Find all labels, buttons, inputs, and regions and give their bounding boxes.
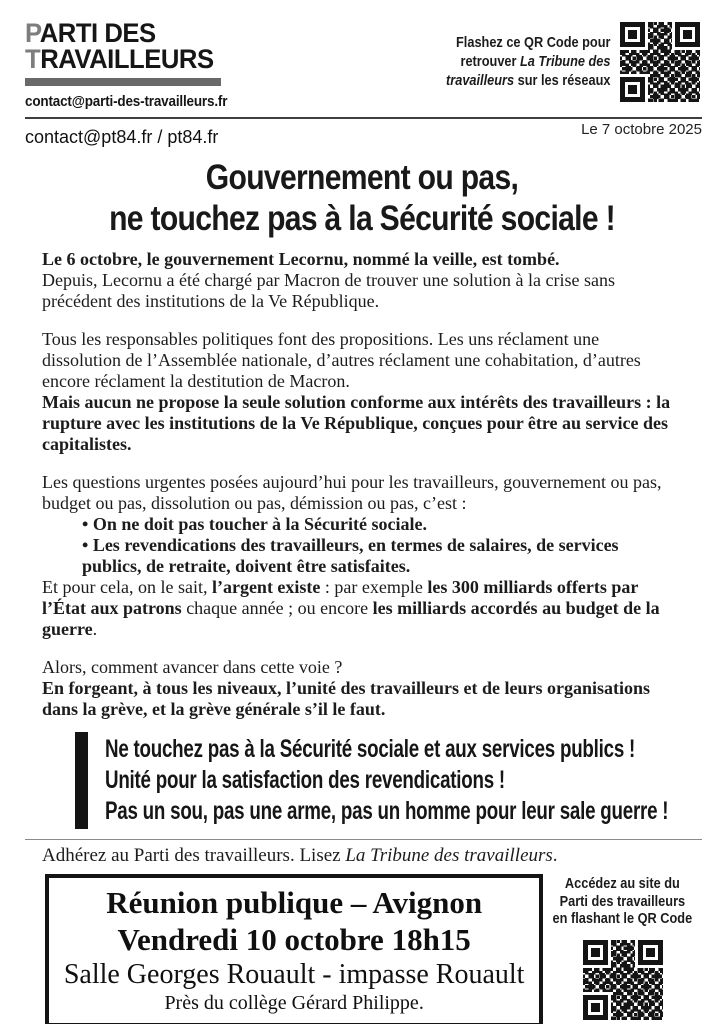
event-venue-detail: Près du collège Gérard Philippe.: [164, 992, 424, 1014]
event-box: [45, 874, 543, 1024]
article-body: [42, 249, 682, 720]
headline: [51, 157, 674, 239]
p3-seg-bold: les 300 milliards offerts par l’État aux patrons: [42, 577, 639, 618]
bullet-2-text: Les revendications des travailleurs, en termes de salaires, de services publics, de retraite, doivent être satisfaites.: [82, 535, 619, 576]
p2-bold-sentence: Mais aucun ne propose la seule solution conforme aux intérêts des travailleurs : la rupture avec les institutions de la Ve République, conçues pour être au service des capitalistes.: [42, 392, 671, 454]
qr-bottom-caption-line1: Accédez au site du: [565, 876, 681, 892]
paragraph-3: [42, 472, 682, 640]
caption-italic: La Tribune des: [519, 53, 610, 70]
footer-divider: [25, 839, 702, 840]
logo-rest-2: RAVAILLEURS: [40, 44, 214, 74]
subheader: [0, 119, 724, 151]
qr-top-caption: [446, 33, 610, 90]
logo-line-1: [25, 20, 310, 46]
slogan-line2: Unité pour la satisfaction des revendications !: [105, 766, 505, 794]
qr-top-caption-line3: [446, 71, 610, 90]
event-venue: Salle Georges Rouault - impasse Rouault: [63, 959, 525, 990]
date-label: Le 7 octobre 2025: [581, 121, 702, 138]
p4-bold-sentence: En forgeant, à tous les niveaux, l’unité des travailleurs et de leurs organisations dans la grève, et la grève générale s’il le faut.: [42, 678, 650, 719]
party-logo: [25, 20, 325, 111]
qr-top-caption-line1: Flashez ce QR Code pour: [455, 34, 610, 51]
join-line: [42, 845, 682, 867]
bullet-icon: •: [82, 514, 89, 534]
bullet-item-2: [42, 535, 682, 577]
join-text-end: .: [552, 845, 558, 866]
p2-text: Tous les responsables politiques font des propositions. Les uns réclament une dissolution de l’Assemblée nationale, d’autres réclament une cohabitation, d’autres encore réclament la destitution de Macron.: [42, 329, 641, 391]
paragraph-2: [42, 329, 682, 455]
caption-text: retrouver: [460, 53, 520, 70]
logo-underline-bar: [25, 78, 221, 86]
p3-seg-text: : par exemple: [320, 577, 428, 597]
p3-seg-text: .: [92, 619, 98, 639]
logo-rest-1: ARTI DES: [39, 18, 156, 48]
slogans-text: [105, 734, 682, 827]
slogan-line3: Pas un sou, pas une arme, pas un homme pour leur sale guerre !: [105, 797, 669, 825]
p3-seg-text: Et pour cela, on le sait,: [42, 577, 212, 597]
bullet-item-1: [42, 514, 682, 535]
p3-closing: [42, 577, 682, 640]
qr-top-caption-line2: [446, 52, 610, 71]
p1-bold-sentence: Le 6 octobre, le gouvernement Lecornu, nommé la veille, est tombé.: [42, 249, 560, 269]
join-italic: La Tribune des travailleurs: [345, 845, 553, 866]
p4-text: Alors, comment avancer dans cette voie ?: [42, 657, 343, 677]
header-right: [417, 20, 702, 104]
event-datetime: Vendredi 10 octobre 18h15: [117, 922, 471, 957]
qr-code-tribune-icon: [618, 20, 702, 104]
bullet-icon: •: [82, 535, 89, 555]
paragraph-1: [42, 249, 682, 312]
qr-code-website-icon: [581, 938, 665, 1022]
p3-seg-bold: les milliards accordés au budget de la guerre: [42, 598, 660, 639]
caption-italic: travailleurs: [445, 72, 514, 89]
headline-line2: ne touchez pas à la Sécurité sociale !: [109, 199, 615, 238]
paragraph-4: [42, 657, 682, 720]
logo-initial-t: T: [25, 44, 41, 74]
event-title: Réunion publique – Avignon: [106, 885, 483, 920]
join-text: Adhérez au Parti des travailleurs. Lisez: [42, 845, 346, 866]
qr-bottom-block: [543, 874, 702, 1022]
qr-bottom-caption-line3: en flashant le QR Code: [552, 911, 693, 927]
party-email: contact@parti-des-travailleurs.fr: [25, 93, 228, 110]
slogans-block: [75, 732, 682, 829]
p3-intro: Les questions urgentes posées aujourd’hui pour les travailleurs, gouvernement ou pas, budget ou pas, dissolution ou pas, démission ou pas, c’est :: [42, 472, 662, 513]
slogan-line1: Ne touchez pas à la Sécurité sociale et aux services publics !: [105, 735, 636, 763]
footer-row: [45, 874, 702, 1024]
logo-initial-p: P: [25, 18, 40, 48]
p3-seg-text: chaque année ; ou encore: [181, 598, 373, 618]
caption-text: sur les réseaux: [513, 72, 610, 89]
bullet-1-text: On ne doit pas toucher à la Sécurité sociale.: [92, 514, 427, 534]
logo-line-2: [25, 46, 310, 72]
header: [0, 0, 724, 111]
p1-text: Depuis, Lecornu a été chargé par Macron de trouver une solution à la crise sans précédent des institutions de la Ve République.: [42, 270, 615, 311]
local-contact: contact@pt84.fr / pt84.fr: [25, 127, 219, 147]
p3-seg-bold: l’argent existe: [211, 577, 321, 597]
headline-line1: Gouvernement ou pas,: [205, 158, 519, 197]
qr-bottom-caption: [543, 876, 702, 929]
qr-bottom-caption-line2: Parti des travailleurs: [559, 893, 686, 910]
